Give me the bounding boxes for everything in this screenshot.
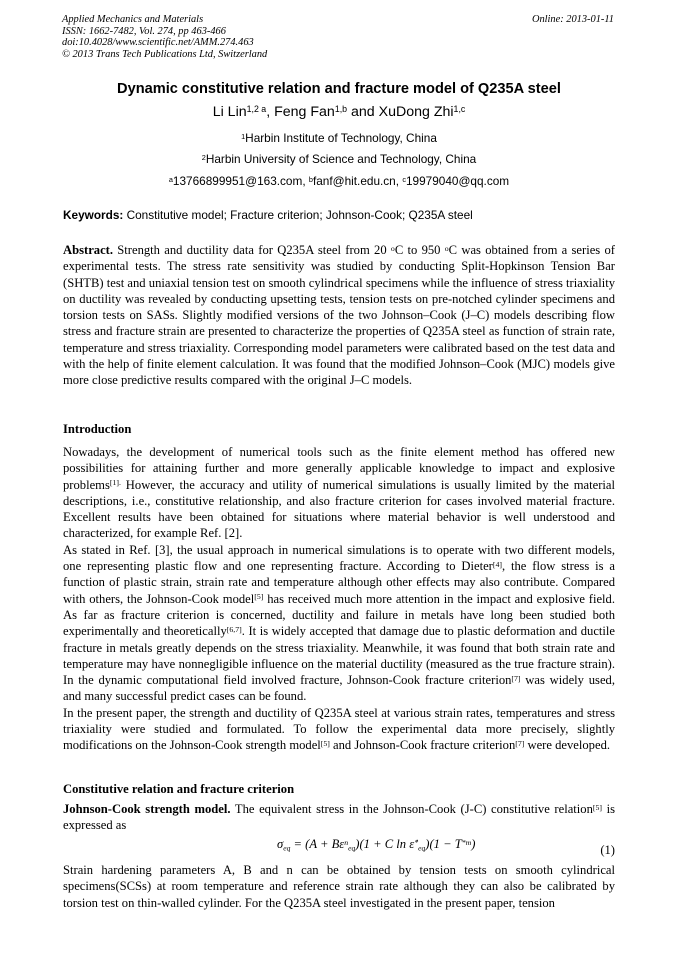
online-date: Online: 2013-01-11 bbox=[531, 14, 614, 25]
citation[interactable]: [5] bbox=[592, 802, 602, 812]
author-1: Li Lin bbox=[212, 104, 247, 120]
introduction-heading: Introduction bbox=[63, 422, 132, 436]
paper-title: Dynamic constitutive relation and fracture model of Q235A steel bbox=[117, 81, 561, 97]
jc-model-paragraph: Johnson-Cook strength model. The equivalent stress in the Johnson-Cook (J-C) constitutive relation[5] is expressed as bbox=[63, 802, 615, 833]
body-paragraph: Strain hardening parameters A, B and n can be obtained by tension tests on smooth cylindrical specimens(SCSs) at room temperature and reference strain rate although they can also be calibrated by torsion test on thin-walled cylinder. For the Q235A steel investigated in the present paper, tension bbox=[63, 863, 615, 910]
author-list bbox=[0, 104, 678, 120]
keywords-text: Constitutive model; Fracture criterion; Johnson-Cook; Q235A steel bbox=[123, 208, 473, 222]
email-link-c[interactable]: 19979040@qq.com bbox=[405, 174, 510, 188]
jc-equation: $\sigma_{eq} = (A + B\varepsilon^n_{eq})(1 + C$ $\ln \varepsiloṅ^*_{eq})(1 - T^{*m})$ bbox=[277, 837, 476, 853]
abstract: Abstract. Strength and ductility data for Q235A steel from 20 $^o$C to 950 $^o$C was obtained from a series of experimental tests. The stress rate sensitivity was studied by conducting Split-Hopkinson Tension Bar (SHTB) test and uniaxial tension test on smooth cylindrical specimens while the influence of stress triaxiality on ductility was revealed by conducting upsetting tests, tension tests on pre-notched cylinder specimens and torsion tests on SASs. Slightly modified versions of the two Johnson–Cook (J–C) models describing flow stress and fracture strain are presented to characterize the properties of Q235A steel as function of strain rate, temperature and stress triaxiality. Corresponding model parameters were calibrated based on the test data and with the help of finite element calculation. It was found that the modified Johnson–Cook (MJC) models give more close predictive results compared with the original J–C models. bbox=[63, 243, 615, 388]
author-emails: $^a$13766899951@163.com, $^b$fanf@hit.edu.cn, $^c$19979040@qq.com bbox=[168, 174, 510, 188]
keywords bbox=[63, 208, 615, 222]
intro-paragraph-2: As stated in Ref. [3], the usual approach in numerical simulations is to operate with two different models, one representing plastic flow and one representing fracture. According to Dieter[4], the flow stress is a function of plastic strain, strain rate and temperature although other effects may also contribute. Compared with others, the Johnson-Cook model[5] has received much more attention in the impact and explosive field. As far as fracture criterion is concerned, ductility and failure in metals have long been studied both experimentally and theoretically[6,7]. It is widely accepted that damage due to plastic deformation and ductile fracture in metals greatly depends on the stress triaxiality. Meanwhile, it was found that both strain rate and temperature may have nonnegligible influence on the material ductility (measured as the true fracture strain). In the dynamic computational field involved fracture, Johnson-Cook fracture criterion[7] was widely used, and many successful predict cases can be found. bbox=[63, 542, 615, 704]
section-heading: Constitutive relation and fracture criterion bbox=[63, 782, 295, 796]
email-link-b[interactable]: fanf@hit.edu.cn, bbox=[312, 174, 403, 188]
equation-1 bbox=[63, 835, 615, 859]
citation[interactable]: [5] bbox=[254, 592, 264, 602]
citation[interactable]: [7] bbox=[515, 738, 525, 748]
author-separator: and bbox=[347, 104, 379, 120]
copyright-line: © 2013 Trans Tech Publications Ltd, Switzerland bbox=[62, 48, 268, 60]
affiliation-1: $^1$Harbin Institute of Technology, China bbox=[241, 131, 437, 145]
journal-name: Applied Mechanics and Materials bbox=[62, 14, 204, 25]
introduction-body bbox=[63, 444, 615, 754]
citation[interactable]: [6,7] bbox=[226, 624, 242, 634]
author-1-affiliation: 1,2 a bbox=[246, 104, 267, 115]
jc-model-label: Johnson-Cook strength model. bbox=[63, 802, 231, 816]
doi-line[interactable]: doi:10.4028/www.scientific.net/AMM.274.463 bbox=[62, 37, 254, 49]
abstract-label: Abstract. bbox=[63, 243, 114, 257]
citation[interactable]: [4] bbox=[492, 559, 502, 569]
keywords-label: Keywords: bbox=[63, 208, 124, 222]
author-3: XuDong Zhi bbox=[378, 104, 454, 120]
author-2: Feng Fan bbox=[274, 104, 335, 120]
affiliation-2: $^2$Harbin University of Science and Technology, China bbox=[201, 152, 477, 166]
equation-number: (1) bbox=[600, 843, 615, 857]
issn-line: ISSN: 1662-7482, Vol. 274, pp 463-466 bbox=[62, 25, 226, 37]
citation[interactable]: [7] bbox=[511, 673, 521, 683]
journal-header bbox=[62, 14, 267, 60]
intro-paragraph-3: In the present paper, the strength and ductility of Q235A steel at various strain rates, temperatures and stress triaxiality were studied and formulated. To follow the experimental data more precisely, slightly modifications on the Johnson-Cook strength model[5] and Johnson-Cook fracture criterion[7] were developed. bbox=[63, 705, 615, 753]
author-2-affiliation: 1,b bbox=[334, 104, 348, 115]
citation[interactable]: [5] bbox=[320, 738, 330, 748]
intro-paragraph-1: Nowadays, the development of numerical tools such as the finite element method has offered new possibilities for attaining further and more generally applicable knowledge to impact and explosive problems$^{[1].}$ However, the accuracy and utility of numerical simulations is usually limited by the material descriptions, i.e., constitutive relationship, and also fracture criterion for cases involved material fracture. Excellent results have been obtained for situations where material behavior is well understood and characterized, for example Ref. [2]. bbox=[63, 445, 615, 541]
citation[interactable]: [1]. bbox=[109, 478, 121, 488]
author-3-affiliation: 1,c bbox=[453, 104, 466, 115]
email-link-a[interactable]: 13766899951@163.com, bbox=[172, 174, 309, 188]
author-separator: , bbox=[266, 104, 275, 120]
